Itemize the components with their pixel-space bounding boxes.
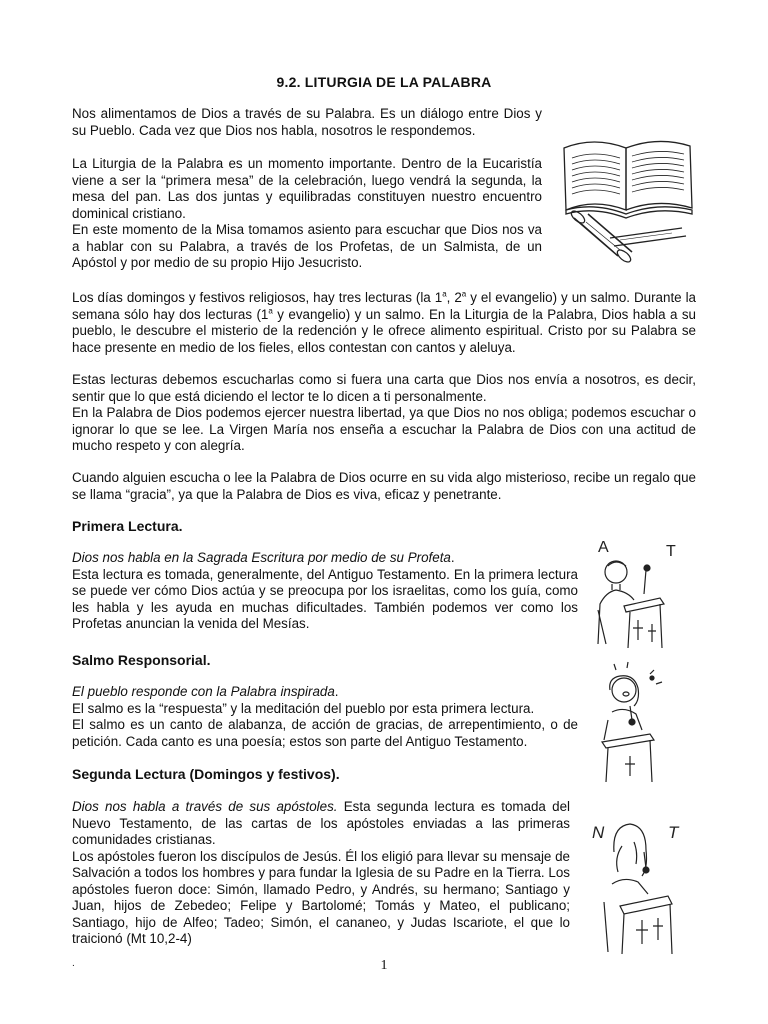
- letter-a: A: [598, 539, 609, 556]
- letter-t: T: [666, 543, 676, 560]
- bible-scroll-illustration: [554, 118, 704, 268]
- section-heading-primera-lectura: Primera Lectura.: [72, 518, 183, 534]
- letter-paragraph: Estas lecturas debemos escucharlas como si fuera una carta que Dios nos envía a nosotros, es decir, sentir que lo que está diciendo el lector te lo dicen a ti personalmente. En la Palabra de Dios podemos ejercer nuestra libertad, ya que Dios no nos obliga; podemos escuchar o ignorar lo que se lee. La Virgen María nos enseña a escuchar la Palabra de Dios con una actitud de mucho respeto y con alegría.: [72, 372, 696, 453]
- salmo-text: El pueblo responde con la Palabra inspirada. El salmo es la “respuesta” y la meditación del pueblo por esta primera lectura. El salmo es un canto de alabanza, de acción de gracias, de arrepentimiento, o de petición. Cada canto es una poesía; estos son parte del Antiguo Testamento.: [72, 684, 578, 749]
- reader-at-ambo-illustration: [586, 534, 696, 652]
- letter-n: N: [592, 823, 605, 842]
- primera-lectura-text: Dios nos habla en la Sagrada Escritura por medio de su Profeta. Esta lectura es tomada, generalmente, del Antiguo Testamento. En la primera lectura se puede ver cómo Dios actúa y se preocupa por los israelitas, como los guía, como les habla y les ayuda en muchas dificultades. También podemos ver como los Profetas anuncian la venida del Mesías.: [72, 550, 578, 631]
- section-heading-salmo: Salmo Responsorial.: [72, 652, 211, 668]
- psalmist-singing-illustration: [590, 660, 670, 784]
- segunda-lectura-text: Dios nos habla a través de sus apóstoles. Esta segunda lectura es tomada del Nuevo Testamento, de las cartas de los apóstoles enviadas a las primeras comunidades cristianas. Los apóstoles fueron los discípulos de Jesús. Él los eligió para llevar su mensaje de Salvación a todos los hombres y para fundar la Iglesia de su Padre en la Tierra. Los apóstoles fueron doce: Simón, llamado Pedro, y Andrés, su hermano; Santiago y Juan, hijos de Zebedeo; Felipe y Bartolomé; Tomás y Mateo, el publicano; Santiago, hijo de Alfeo; Tadeo; Simón, el cananeo, y Judas Iscariote, el que lo traicionó (Mt 10,2-4): [72, 799, 570, 946]
- intro-paragraph-1: Nos alimentamos de Dios a través de su Palabra. Es un diálogo entre Dios y su Pueblo. Cada vez que Dios nos habla, nosotros le respondemos.: [72, 106, 542, 138]
- letter-t-second: T: [668, 823, 679, 842]
- readings-paragraph: Los días domingos y festivos religiosos, hay tres lecturas (la 1$^a$, 2$^a$ y el evangelio) y un salmo. Durante la semana sólo hay dos lecturas (1$^a$ y evangelio) y un salmo. En la Liturgia de la Palabra, Dios habla a su pueblo, le descubre el misterio de la redención y le ofrece alimento espiritual. Cristo por su Palabra se hace presente en medio de los fieles, ellos contestan con cantos y aleluya.: [72, 289, 697, 355]
- footer-mark: .: [72, 958, 75, 969]
- page-title: 9.2. LITURGIA DE LA PALABRA: [276, 74, 492, 90]
- grace-paragraph: Cuando alguien escucha o lee la Palabra de Dios ocurre en su vida algo misterioso, recibe un regalo que se llama “gracia”, ya que la Palabra de Dios es viva, eficaz y penetrante.: [72, 470, 696, 502]
- intro-paragraph-2: La Liturgia de la Palabra es un momento importante. Dentro de la Eucaristía viene a ser la “primera mesa” de la celebración, luego vendrá la segunda, la mesa del pan. Las dos juntas y equilibradas constituyen nuestro encuentro dominical cristiano. En este momento de la Misa tomamos asiento para escuchar que Dios nos va a hablar con su Palabra, a través de los Profetas, de un Salmista, de un Apóstol y por medio de su propio Hijo Jesucristo.: [72, 156, 542, 270]
- section-heading-segunda-lectura: Segunda Lectura (Domingos y festivos).: [72, 766, 340, 782]
- apostle-reader-illustration: [584, 812, 694, 958]
- page-number: 1: [380, 958, 388, 973]
